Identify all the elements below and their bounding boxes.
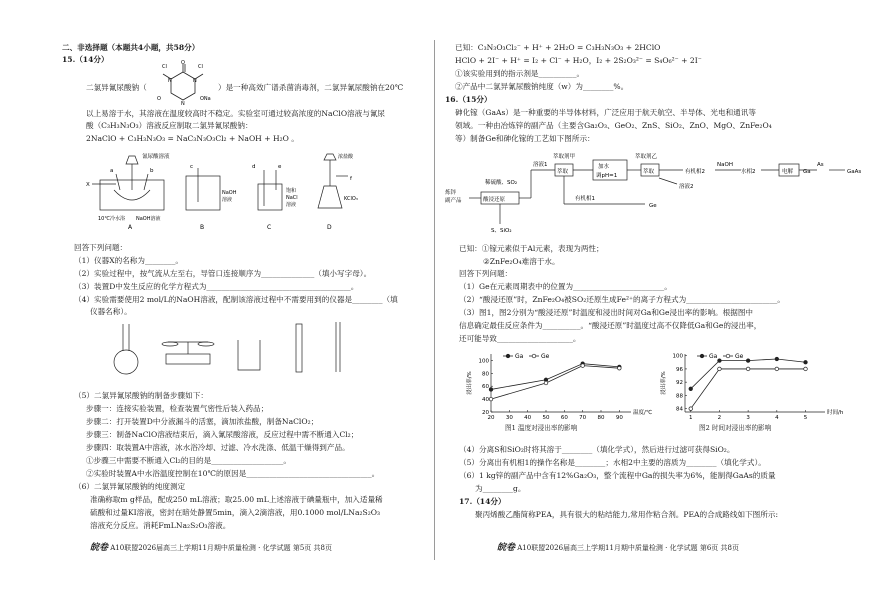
known-eq2: HClO + 2I⁻ + H⁺ = I₂ + Cl⁻ + H₂O，I₂ + 2S₂O₃²⁻ = S₄O₆²⁻ + 2I⁻ bbox=[455, 56, 702, 65]
legend-label-ga: Ga bbox=[515, 353, 524, 360]
svg-text:加水: 加水 bbox=[598, 164, 610, 170]
answer-intro-right: 回答下列问题： bbox=[459, 269, 513, 278]
known-eq1: 已知：C₃N₃O₃Cl₂⁻ + H⁺ + 2H₂O = C₃H₃N₃O₃ + 2HClO bbox=[455, 43, 661, 52]
data-point-ge bbox=[489, 397, 493, 401]
brand-logo: 皖卷 bbox=[497, 543, 516, 553]
data-point-ga bbox=[718, 359, 722, 363]
svg-text:稀硫酸、SO₂: 稀硫酸、SO₂ bbox=[485, 180, 518, 186]
svg-text:水相2: 水相2 bbox=[741, 169, 756, 175]
process-flowchart bbox=[445, 148, 865, 234]
footer-left bbox=[90, 540, 332, 553]
svg-text:O: O bbox=[157, 96, 161, 102]
legend-marker-ga bbox=[506, 354, 510, 358]
svg-text:NaCl: NaCl bbox=[286, 195, 298, 201]
chart-2-svg bbox=[657, 346, 847, 430]
chart-temperature bbox=[463, 346, 653, 430]
svg-text:N: N bbox=[193, 78, 197, 84]
q15-6-sub2: ②产品中二氯异氰尿酸钠纯度（w）为________%。 bbox=[455, 82, 629, 91]
svg-text:氰尿酸溶液: 氰尿酸溶液 bbox=[142, 154, 170, 160]
x-tick-label: 90 bbox=[615, 415, 623, 421]
svg-text:Ge: Ge bbox=[649, 203, 657, 209]
q15-6-sub1: ①该实验用到的指示剂是__________。 bbox=[455, 69, 585, 78]
q15-5-sub1: ①步骤三中需要不断通入Cl₂的目的是___________________。 bbox=[86, 456, 291, 465]
q15-6: （6）二氯异氰尿酸钠的纯度测定 bbox=[74, 482, 186, 491]
y-tick-label: 80 bbox=[482, 371, 489, 378]
svg-text:As: As bbox=[817, 162, 824, 168]
y-tick-label: 84 bbox=[676, 406, 683, 413]
legend-label-ge: Ge bbox=[735, 353, 744, 360]
data-point-ge bbox=[544, 381, 548, 385]
q16-3b: 信息确定最佳反应条件为__________。“酸浸还原”时温度过高不仅降低Ga和Ge的浸出率， bbox=[459, 321, 762, 330]
svg-text:溶液1: 溶液1 bbox=[533, 162, 548, 168]
data-point-ga bbox=[804, 360, 808, 364]
step-4: 步骤四：取装置A中溶液，冰水浴冷却、过滤、冷水洗涤、低温干燥得到产品。 bbox=[86, 443, 350, 452]
known-4: ②ZnFe₂O₄难溶于水。 bbox=[483, 257, 560, 266]
x-axis-label: 时间/h bbox=[827, 410, 844, 416]
data-point-ga bbox=[775, 357, 779, 361]
data-point-ge bbox=[775, 367, 779, 371]
data-point-ga bbox=[689, 387, 693, 391]
q15-6-line2: 硫酸和过量KI溶液，密封在暗处静置5min，滴入2滴溶液，用0.1000 mol/LNa₂S₂O₃ bbox=[90, 508, 381, 517]
svg-text:d: d bbox=[252, 164, 256, 170]
svg-text:炼锌: 炼锌 bbox=[445, 190, 457, 196]
q15-intro-line3: 酸（C₃H₃N₃O₃）溶液反应制取二氯异氰尿酸钠： bbox=[86, 121, 253, 130]
dichloroisocyanurate-structure bbox=[148, 60, 218, 110]
svg-text:A: A bbox=[128, 224, 133, 230]
svg-text:NaOH: NaOH bbox=[222, 190, 237, 196]
y-tick-label: 100 bbox=[478, 358, 489, 365]
legend-label-ga: Ga bbox=[709, 353, 718, 360]
svg-text:副产品: 副产品 bbox=[445, 198, 462, 204]
legend-label-ge: Ge bbox=[541, 353, 550, 360]
x-tick-label: 30 bbox=[505, 415, 513, 421]
data-point-ge bbox=[746, 367, 750, 371]
q15-6-line1: 准确称取m g样品，配成250 mL溶液；取25.00 mL上述溶液于碘量瓶中，加入适量稀 bbox=[90, 495, 383, 504]
footer-text: A10联盟2026届高三上学期11月期中质量检测 · 化学试题 第6页 共8页 bbox=[517, 544, 739, 552]
svg-text:a: a bbox=[110, 168, 114, 174]
data-point-ge bbox=[618, 366, 622, 370]
svg-text:溶液: 溶液 bbox=[222, 197, 233, 203]
q15-5-sub2: ②实验时装置A中水浴温度控制在10℃的原因是_________________________________。 bbox=[86, 469, 380, 478]
x-tick-label: 3 bbox=[746, 415, 750, 421]
q16-3a: （3）图1，图2分别为“酸浸还原”时温度和浸出时间对Ga和Ge浸出率的影响。根据图中 bbox=[459, 308, 754, 317]
svg-text:萃取剂甲: 萃取剂甲 bbox=[553, 154, 576, 160]
q15-intro-a: 二氯异氰尿酸钠（ bbox=[86, 83, 147, 92]
y-axis-label: 浸出率/% bbox=[467, 371, 473, 395]
q15-equation: 2NaClO + C₃H₃N₃O₃ = NaC₃N₃O₃Cl₂ + NaOH + H₂O 。 bbox=[86, 134, 299, 143]
q15-5: （5）二氯异氰尿酸钠的制备步骤如下： bbox=[74, 391, 208, 400]
svg-text:酸浸还原: 酸浸还原 bbox=[483, 197, 506, 203]
svg-text:c: c bbox=[190, 164, 194, 170]
svg-text:ONa: ONa bbox=[200, 96, 211, 102]
y-tick-label: 20 bbox=[482, 410, 489, 416]
svg-text:O: O bbox=[181, 60, 185, 66]
svg-text:萃取: 萃取 bbox=[557, 169, 569, 175]
x-tick-label: 4 bbox=[775, 415, 779, 421]
footer-text: A10联盟2026届高三上学期11月期中质量检测 · 化学试题 第5页 共8页 bbox=[110, 544, 332, 552]
y-tick-label: 88 bbox=[676, 393, 683, 400]
figure-1-caption: 图1 温度对浸出率的影响 bbox=[505, 424, 578, 432]
q15-3: （3）装置D中发生反应的化学方程式为______________________________________。 bbox=[74, 282, 359, 291]
svg-text:有机相2: 有机相2 bbox=[685, 169, 705, 175]
brand-logo: 皖卷 bbox=[90, 543, 109, 553]
q15-1: （1）仪器X的名称为________。 bbox=[74, 256, 183, 265]
x-tick-label: 1 bbox=[688, 415, 693, 421]
q15-2: （2）实验过程中，按气流从左至右，导管口连接顺序为______________（填小写字母）。 bbox=[74, 269, 372, 278]
svg-text:浓盐酸: 浓盐酸 bbox=[338, 154, 354, 160]
chart-1-svg bbox=[463, 346, 653, 430]
q15-4a: （4）实验需要使用2 mol/L的NaOH溶液，配制该溶液过程中不需要用到的仪器是________（填 bbox=[74, 295, 398, 304]
x-tick-label: 60 bbox=[560, 415, 568, 421]
x-tick-label: 70 bbox=[579, 415, 587, 421]
q16-3c: 还可能导致____________________。 bbox=[459, 334, 581, 343]
series-line-ge bbox=[691, 369, 806, 409]
x-axis-label: 温度/℃ bbox=[633, 410, 653, 416]
svg-text:饱和: 饱和 bbox=[286, 188, 297, 194]
x-tick-label: 5 bbox=[803, 415, 808, 421]
svg-text:电解: 电解 bbox=[782, 169, 794, 175]
svg-text:KClO₃: KClO₃ bbox=[344, 196, 358, 202]
data-point-ge bbox=[804, 367, 808, 371]
y-tick-label: 100 bbox=[672, 353, 683, 360]
data-point-ge bbox=[581, 364, 585, 368]
chart-time bbox=[657, 346, 847, 430]
svg-text:b: b bbox=[150, 168, 154, 174]
svg-text:溶液: 溶液 bbox=[286, 202, 297, 208]
step-3: 步骤三：制备NaClO溶液结束后，滴入氰尿酸溶液，反应过程中需不断通入Cl₂； bbox=[86, 430, 359, 439]
svg-text:C: C bbox=[267, 224, 272, 230]
q16-6b: 为________g。 bbox=[475, 484, 526, 493]
page-6 bbox=[435, 0, 870, 591]
q15-intro-b: ）是一种高效广谱杀菌消毒剂，二氯异氰尿酸钠在20℃ bbox=[218, 83, 404, 92]
y-axis-label: 浸出率/% bbox=[661, 371, 667, 395]
step-2: 步骤二：打开装置D中分液漏斗的活塞，滴加浓盐酸，制备NaClO₂； bbox=[86, 417, 319, 426]
svg-text:X: X bbox=[86, 182, 90, 188]
svg-text:NaOH: NaOH bbox=[717, 162, 733, 168]
question-16-heading: 16.（15分） bbox=[445, 95, 492, 104]
q15-4b: 仪器名称）。 bbox=[90, 307, 132, 316]
y-tick-label: 40 bbox=[482, 397, 489, 404]
figure-2-caption: 图2 时间对浸出率的影响 bbox=[699, 424, 772, 432]
svg-text:溶液2: 溶液2 bbox=[679, 184, 694, 190]
legend-marker-ge bbox=[726, 354, 730, 358]
svg-text:Cl: Cl bbox=[198, 64, 203, 70]
data-point-ga bbox=[746, 359, 750, 363]
step-1: 步骤一：连接实验装置，检查装置气密性后装入药品； bbox=[86, 404, 269, 413]
apparatus-figure bbox=[86, 150, 426, 230]
svg-text:有机相1: 有机相1 bbox=[575, 196, 595, 202]
q16-intro-2: 领域。一种由冶炼锌的副产品（主要含Ga₂O₃、GeO₂、ZnS、SiO₂、ZnO、MgO、ZnFe₂O₄ bbox=[455, 121, 772, 130]
answer-intro-left: 回答下列问题： bbox=[74, 243, 128, 252]
svg-text:调pH=1: 调pH=1 bbox=[596, 173, 618, 179]
svg-text:NaOH溶液: NaOH溶液 bbox=[136, 216, 161, 222]
question-15-heading: 15.（14分） bbox=[62, 55, 109, 64]
q16-5: （5）分离出有机相1的操作名称是________；水相2中主要的溶质为________（填化学式）。 bbox=[459, 458, 766, 467]
series-line-ga bbox=[491, 364, 619, 390]
svg-text:S、SiO₂: S、SiO₂ bbox=[491, 228, 512, 234]
svg-text:N: N bbox=[168, 78, 172, 84]
q16-1: （1）Ge在元素周期表中的位置为________________________。 bbox=[459, 282, 672, 291]
q16-2: （2）“酸浸还原”时，ZnFe₂O₄被SO₂还原生成Fe²⁺的离子方程式为________________________。 bbox=[459, 295, 785, 304]
x-tick-label: 40 bbox=[524, 415, 532, 421]
x-tick-label: 20 bbox=[487, 415, 495, 421]
section-heading: 二、非选择题（本题共4小题，共58分） bbox=[62, 43, 200, 52]
instruments-figure bbox=[110, 320, 360, 376]
svg-text:萃取剂乙: 萃取剂乙 bbox=[635, 154, 658, 160]
svg-text:N: N bbox=[181, 101, 185, 107]
q16-4: （4）分离S和SiO₂时将其溶于________（填化学式），然后进行过滤可获得SiO₂。 bbox=[459, 445, 735, 454]
svg-text:萃取: 萃取 bbox=[643, 169, 655, 175]
x-tick-label: 80 bbox=[597, 415, 605, 421]
q15-6-line3: 溶液充分反应。消耗FmLNa₂S₂O₃溶液。 bbox=[90, 521, 231, 530]
data-point-ga bbox=[489, 388, 493, 392]
svg-text:GaAs: GaAs bbox=[847, 169, 862, 175]
series-line-ge bbox=[491, 366, 619, 400]
legend-marker-ge bbox=[532, 354, 536, 358]
svg-text:D: D bbox=[327, 224, 332, 230]
footer-right bbox=[497, 540, 739, 553]
svg-text:f: f bbox=[350, 176, 352, 182]
svg-text:Ga: Ga bbox=[803, 169, 811, 175]
y-tick-label: 92 bbox=[676, 380, 683, 387]
data-point-ge bbox=[689, 407, 693, 411]
legend-marker-ga bbox=[700, 354, 704, 358]
q16-intro-3: 等）制备Ge和砷化镓的工艺如下图所示： bbox=[455, 134, 595, 143]
q17-intro: 聚丙烯酸乙酯简称PEA，具有很大的粘结能力,常用作粘合剂。PEA的合成路线如下图所示: bbox=[475, 510, 779, 519]
question-17-heading: 17.（14分） bbox=[459, 497, 506, 506]
data-point-ge bbox=[718, 367, 722, 371]
x-tick-label: 2 bbox=[717, 415, 722, 421]
y-tick-label: 60 bbox=[482, 384, 489, 391]
svg-text:B: B bbox=[200, 224, 205, 230]
q16-6a: （6）1 kg锌的副产品中含有12%Ga₂O₃，整个流程中Ga的损失率为6%，能制得GaAs的质量 bbox=[459, 471, 776, 480]
svg-text:Cl: Cl bbox=[162, 64, 167, 70]
svg-text:10℃冷水浴: 10℃冷水浴 bbox=[98, 216, 125, 222]
x-tick-label: 50 bbox=[542, 415, 550, 421]
q16-intro-1: 砷化镓（GaAs）是一种重要的半导体材料，广泛应用于航天航空、半导体、光电和通讯等 bbox=[455, 108, 756, 117]
q15-intro-line2: 以上易溶于水，其溶液在温度较高时不稳定。实验室可通过较高浓度的NaClO溶液与氰尿 bbox=[86, 109, 386, 118]
y-tick-label: 96 bbox=[676, 366, 683, 373]
svg-text:e: e bbox=[278, 164, 282, 170]
known-3: 已知：①镓元素似于Al元素，表现为两性； bbox=[459, 244, 604, 253]
